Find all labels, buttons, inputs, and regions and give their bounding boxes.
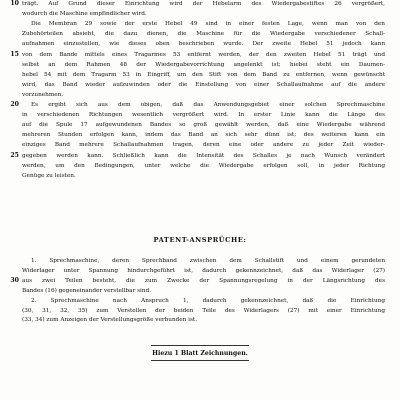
description-line [0, 30, 400, 40]
description-line-text: werden, um den Bedingungen, unter welche die Wiedergabe erfolgen soll, in jeder Richtung [22, 162, 385, 169]
description-line [0, 152, 400, 162]
description-line [0, 111, 400, 121]
description-line-text: Die Membran 29 sowie der erste Hebel 49 sind in einer festen Lage, wenn man von den [31, 21, 385, 28]
claims-heading: PATENT-ANSPRÜCHE: [153, 236, 247, 244]
description-line [0, 20, 400, 30]
description-line-text: einziges Band mehrere Schallaufnahmen tragen, deren eine oder andere zu jeder Zeit wieder- [22, 142, 385, 149]
description-line-text: auf die Spule 17 aufgewundenen Bandes so groß gewählt werden, daß eine Wiedergabe während [22, 122, 385, 129]
description-line [0, 172, 400, 182]
claim-line-text: 2. Sprechmaschine nach Anspruch 1, dadurch gekennzeichnet, daß die Einrichtung [31, 297, 385, 304]
description-line [0, 61, 400, 71]
claim-line [0, 297, 400, 307]
description-line [0, 101, 400, 111]
description-line-text: hebel 54 mit dem Tragarm 53 in Eingriff, um den Stift von dem Band zu entfernen, wenn gewünscht [22, 71, 385, 78]
claim-line [0, 277, 400, 287]
description-line-text: Genüge zu leisten. [22, 172, 76, 179]
description-line [0, 81, 400, 91]
description-line-text: aufnahmen einzustellen, wie dieses oben beschrieben wurde. Der zweite Hebel 51 jedoch kann [22, 41, 385, 48]
claim-line-text: Widerlager unter Spannung hindurchgeführt ist, dadurch gekennzeichnet, daß das Widerlager (27) [22, 267, 385, 274]
claim-line-text: 1. Sprechmaschine, deren Sprechband zwischen dem Schallstift und einem gerundeten [31, 258, 385, 264]
description-line-text: Es ergibt sich aus dem obigen, daß das Anwendungsgebiet einer solchen Sprechmaschine [31, 102, 385, 108]
description-line-text: vorzunehmen. [22, 91, 64, 98]
description-line [0, 51, 400, 61]
description-line [0, 131, 400, 141]
description-line [0, 0, 400, 10]
line-number: 25 [10, 151, 19, 159]
description-line [0, 162, 400, 172]
claim-line-text: aus zwei Teilen besteht, die zum Zwecke der Spannungsregelung in der Längsrichtung des [22, 277, 385, 284]
claim-line [0, 267, 400, 277]
line-number: 20 [10, 101, 19, 108]
description-line-text: Zubehörteilen absieht, die dazu dienen, die Maschine für die Wiedergabe verschiedener Schall- [22, 31, 385, 38]
description-line [0, 91, 400, 101]
line-number: 10 [10, 0, 19, 7]
description-line-text: gegeben werden kann. Schließlich kann die Intensität des Schalles je nach Wunsch verändert [22, 152, 385, 159]
claim-line-text: Bandes (16) gegeneinander verstellbar sind. [22, 287, 152, 294]
line-number: 30 [10, 276, 19, 284]
claim-line-text: (33, 34) zum Anzeigen der Verstellungsgröße verbunden ist. [22, 317, 198, 324]
drawings-note: Hiezu 1 Blatt Zeichnungen. [152, 350, 248, 357]
claim-line-text: (30, 31, 32, 35) zum Verstellen der beiden Teile des Widerlagers (27) mit einer Einrichtung [22, 307, 385, 314]
description-line [0, 71, 400, 81]
footer-rule-top [151, 345, 249, 346]
claim-line [0, 316, 400, 326]
claim-line [0, 287, 400, 297]
claim-line [0, 307, 400, 317]
description-line [0, 141, 400, 151]
line-number: 15 [10, 50, 19, 58]
footer-rule-bottom [151, 360, 249, 361]
description-line-text: in verschiedenen Richtungen wesentlich vergrößert wird. In erster Linie kann die Länge des [22, 112, 385, 119]
description-line-text: selbst an dem Rahmen 48 der Wiedergabevorrichtung angelenkt ist; hiebei steht ein Daumen- [22, 61, 385, 68]
description-line-text: von dem Bande mittels eines Tragarmes 53 entfernt werden, der den zweiten Hebel 51 trägt und [22, 51, 385, 58]
description-line [0, 10, 400, 20]
description-line-text: wodurch die Maschine empfindlicher wird. [22, 11, 147, 18]
description-line-text: trägt. Auf Grund dieser Einrichtung wird der Hebelarm des Wiedergabestiftes 26 vergrößert, [22, 1, 385, 7]
claim-line [0, 257, 400, 267]
description-line [0, 40, 400, 50]
description-line [0, 121, 400, 131]
description-line-text: wird, das Band wieder aufzuwinden oder die Einstellung von einer Schallaufnahme auf die andere [22, 81, 385, 88]
description-line-text: mehreren Stunden erfolgen kann, indem das Band an sich sehr dünn ist; des weiteren kann ein [22, 132, 385, 139]
